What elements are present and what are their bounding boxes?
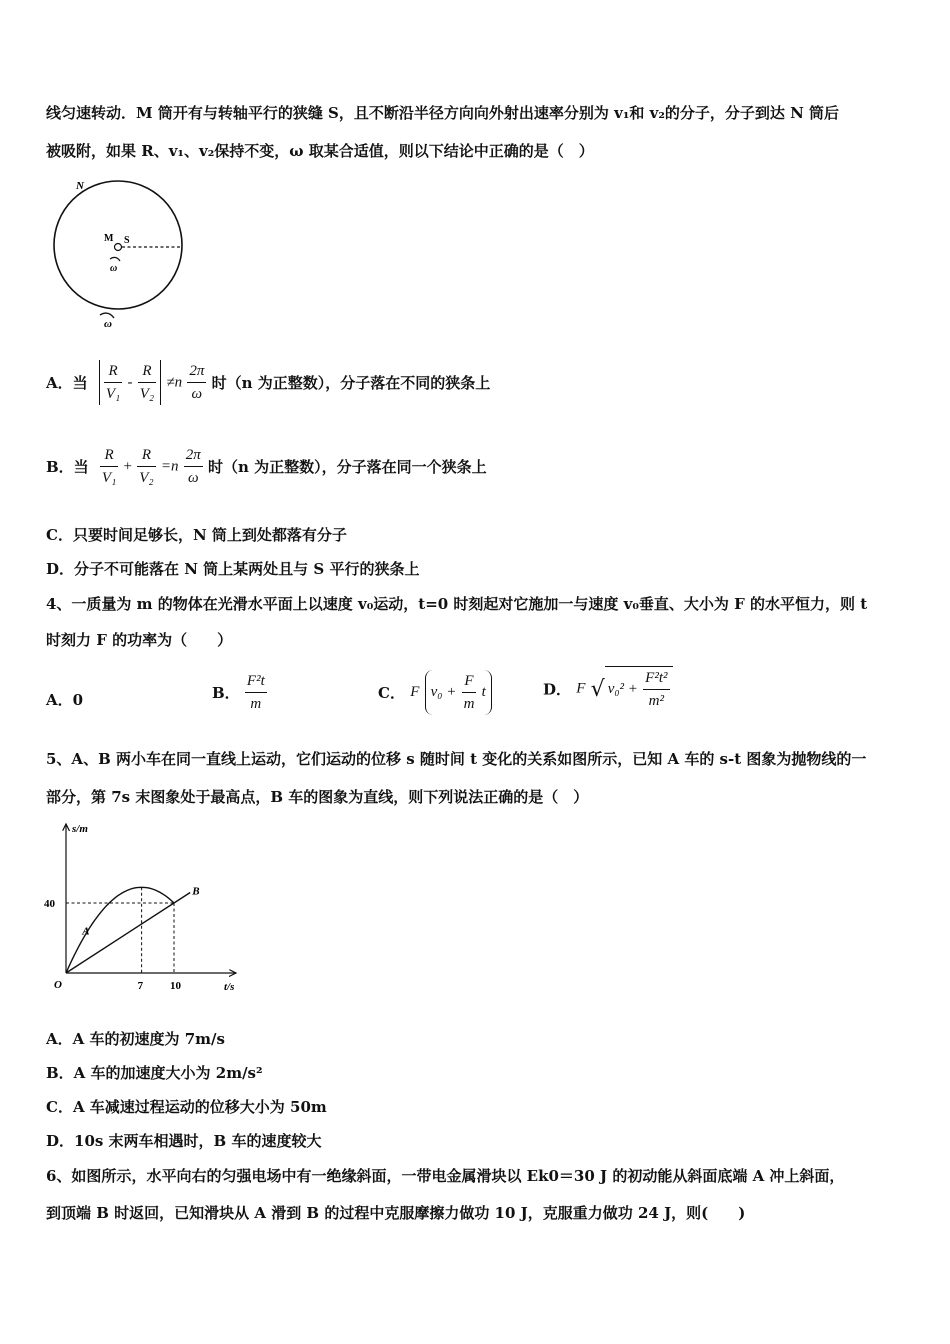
- q4-b-den: m: [250, 696, 262, 712]
- q4-b-num: F²t: [245, 670, 267, 693]
- frac-v2: V₂: [139, 386, 155, 402]
- option-a-prefix: A．当: [46, 373, 88, 392]
- q5-option-a: A．A 车的初速度为 7m/s: [46, 1030, 225, 1048]
- frac-b-2pi: 2π: [184, 444, 203, 467]
- q3-option-c: C．只要时间足够长，N 筒上到处都落有分子: [46, 526, 347, 544]
- q4-d-f: F: [576, 680, 586, 697]
- label-S: S: [124, 235, 130, 246]
- intro-line-1: 线匀速转动．M 筒开有与转轴平行的狭缝 S，且不断沿半径方向向外射出速率分别为 v₁和 v₂的分子，分子到达 N 筒后: [46, 104, 840, 122]
- eq-n: =n: [160, 458, 179, 475]
- q4-c-label: C．: [378, 684, 405, 702]
- frac-b-omega: ω: [187, 470, 199, 486]
- q4-option-b: [212, 670, 267, 726]
- q4-c-num: F: [462, 670, 477, 693]
- neq-n: ≠n: [166, 374, 183, 391]
- q5-line-1: 5、A、B 两小车在同一直线上运动，它们运动的位移 s 随时间 t 变化的关系如图所示，已知 A 车的 s-t 图象为抛物线的一: [46, 750, 867, 768]
- label-omega-outer: ω: [104, 318, 112, 330]
- q3-option-a: [46, 360, 490, 416]
- minus-sign: -: [127, 374, 133, 391]
- q4-option-a: A．0: [46, 691, 84, 709]
- q4-c-t: t: [481, 684, 486, 700]
- y-axis-label: s/m: [72, 823, 88, 835]
- abs-value-expression: [99, 360, 161, 405]
- label-omega-inner: ω: [110, 263, 118, 274]
- frac-b-v1: V₁: [101, 470, 117, 486]
- q4-line-1: 4、一质量为 m 的物体在光滑水平面上以速度 v₀运动，t=0 时刻起对它施加一与速度 v₀垂直、大小为 F 的水平恒力，则 t: [46, 595, 868, 613]
- q4-d-den: m²: [648, 693, 664, 709]
- frac-r1: R: [104, 360, 122, 383]
- q4-d-v0: v₀² +: [607, 681, 638, 697]
- series-b-label: B: [192, 885, 200, 898]
- frac-b-r2: R: [137, 444, 155, 467]
- inner-rotation-arrow: [110, 257, 120, 261]
- q5-option-b: B．A 车的加速度大小为 2m/s²: [46, 1064, 263, 1082]
- y-tick-label: 40: [44, 898, 55, 910]
- origin-label: O: [54, 979, 62, 991]
- series-a-label: A: [82, 925, 90, 938]
- q4-option-c: [378, 670, 492, 726]
- inner-cylinder-circle: [115, 244, 122, 251]
- q6-line-1: 6、如图所示，水平向右的匀强电场中有一绝缘斜面，一带电金属滑块以 Ek0＝30 J 的初动能从斜面底端 A 冲上斜面，: [46, 1167, 845, 1185]
- q4-d-num: F²t²: [643, 667, 669, 690]
- q4-d-radicand: [605, 666, 673, 712]
- x-axis-label: t/s: [224, 981, 235, 993]
- x-tick-label: 10: [170, 980, 181, 992]
- sqrt-icon: √: [590, 676, 605, 702]
- plus-sign: +: [123, 458, 133, 475]
- frac-v1: V₁: [105, 386, 121, 402]
- frac-omega: ω: [191, 386, 203, 402]
- label-M: M: [104, 233, 114, 244]
- option-a-suffix: 时（n 为正整数），分子落在不同的狭条上: [211, 373, 491, 392]
- q5-option-d: D．10s 末两车相遇时，B 车的速度较大: [46, 1132, 322, 1150]
- frac-2pi: 2π: [187, 360, 206, 383]
- q4-d-label: D．: [543, 680, 572, 699]
- q4-line-2: 时刻力 F 的功率为（ ）: [46, 631, 233, 649]
- x-tick-label: 7: [137, 980, 144, 992]
- option-b-suffix: 时（n 为正整数），分子落在同一个狭条上: [207, 457, 487, 476]
- q5-line-2: 部分，第 7s 末图象处于最高点，B 车的图象为直线，则下列说法正确的是（ ）: [46, 788, 589, 806]
- intro-line-2: 被吸附，如果 R、v₁、v₂保持不变，ω 取某合适值，则以下结论中正确的是（ ）: [46, 142, 594, 160]
- q4-c-den: m: [463, 696, 475, 712]
- q4-option-d: [543, 666, 673, 726]
- q4-c-f: F: [410, 684, 420, 700]
- outer-cylinder-circle: [54, 181, 182, 309]
- frac-b-r1: R: [100, 444, 118, 467]
- q4-b-label: B．: [212, 684, 240, 702]
- q4-c-v0: v₀ +: [430, 684, 457, 700]
- label-N: N: [76, 180, 84, 192]
- q6-line-2: 到顶端 B 时返回，已知滑块从 A 滑到 B 的过程中克服摩擦力做功 10 J，克服重力做功 24 J，则( ): [46, 1204, 746, 1222]
- cylinder-figure: [46, 175, 196, 335]
- frac-b-v2: V₂: [139, 470, 154, 486]
- q4-c-paren: [425, 670, 492, 715]
- st-chart: [40, 818, 250, 998]
- q3-option-d: D．分子不可能落在 N 筒上某两处且与 S 平行的狭条上: [46, 560, 420, 578]
- frac-r2: R: [138, 360, 156, 383]
- option-b-prefix: B．当: [46, 457, 89, 476]
- q3-option-b: [46, 444, 487, 500]
- q5-option-c: C．A 车减速过程运动的位移大小为 50m: [46, 1098, 327, 1116]
